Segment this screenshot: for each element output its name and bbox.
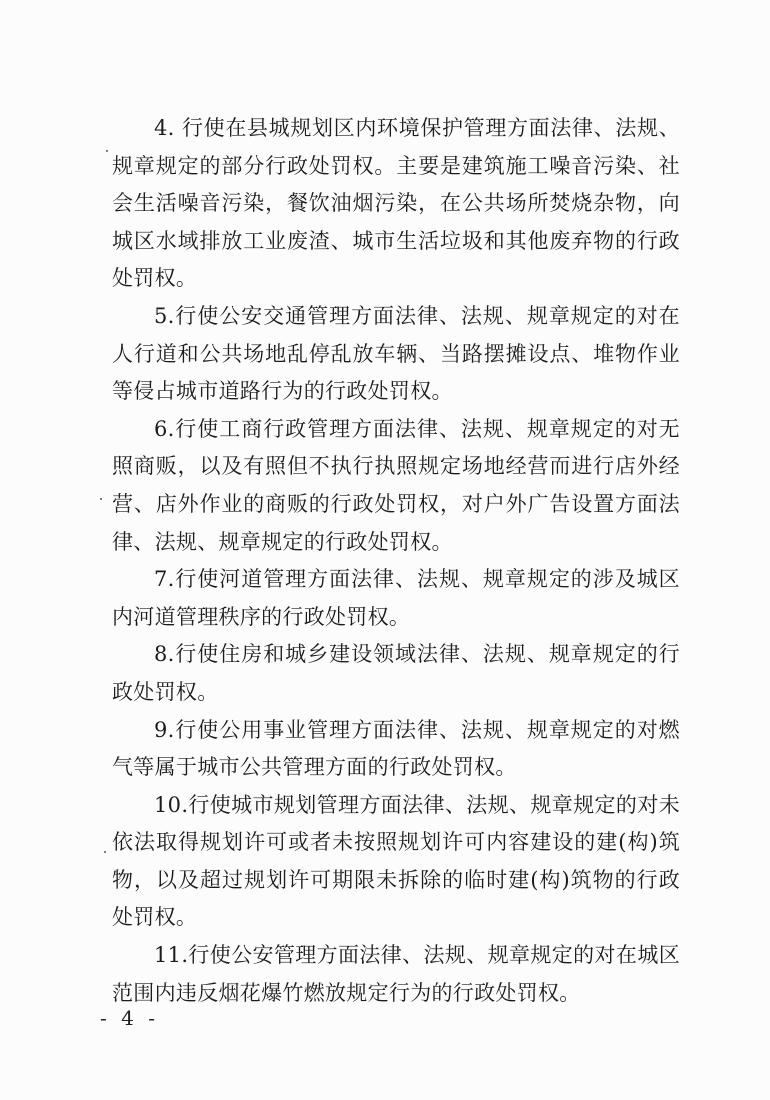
scan-speck	[100, 498, 102, 500]
scan-speck	[104, 851, 106, 853]
page-number: - 4 -	[100, 1006, 159, 1030]
document-body	[112, 110, 680, 1012]
paragraph-item-4: 4. 行使在县城规划区内环境保护管理方面法律、法规、规章规定的部分行政处罚权。主要是建筑施工噪音污染、社会生活噪音污染，餐饮油烟污染，在公共场所焚烧杂物，向城区水域排放工业废渣、城市生活垃圾和其他废弃物的行政处罚权。	[112, 116, 680, 291]
paragraph-item-9: 9.行使公用事业管理方面法律、法规、规章规定的对燃气等属于城市公共管理方面的行政处罚权。	[112, 717, 680, 780]
paragraph-item-11: 11.行使公安管理方面法律、法规、规章规定的对在城区范围内违反烟花爆竹燃放规定行为的行政处罚权。	[112, 943, 680, 1005]
paragraph-item-6: 6.行使工商行政管理方面法律、法规、规章规定的对无照商贩，以及有照但不执行执照规定场地经营而进行店外经营、店外作业的商贩的行政处罚权，对户外广告设置方面法律、法规、规章规定的行政处罚权。	[112, 416, 680, 554]
scan-speck	[106, 150, 108, 152]
paragraph-item-5: 5.行使公安交通管理方面法律、法规、规章规定的对在人行道和公共场地乱停乱放车辆、当路摆摊设点、堆物作业等侵占城市道路行为的行政处罚权。	[112, 303, 680, 404]
paragraph-item-10: 10.行使城市规划管理方面法律、法规、规章规定的对未依法取得规划许可或者未按照规划许可内容建设的建(构)筑物，以及超过规划许可期限未拆除的临时建(构)筑物的行政处罚权。	[112, 792, 680, 930]
paragraph-item-7: 7.行使河道管理方面法律、法规、规章规定的涉及城区内河道管理秩序的行政处罚权。	[112, 567, 680, 629]
paragraph-item-8: 8.行使住房和城乡建设领域法律、法规、规章规定的行政处罚权。	[112, 642, 680, 704]
